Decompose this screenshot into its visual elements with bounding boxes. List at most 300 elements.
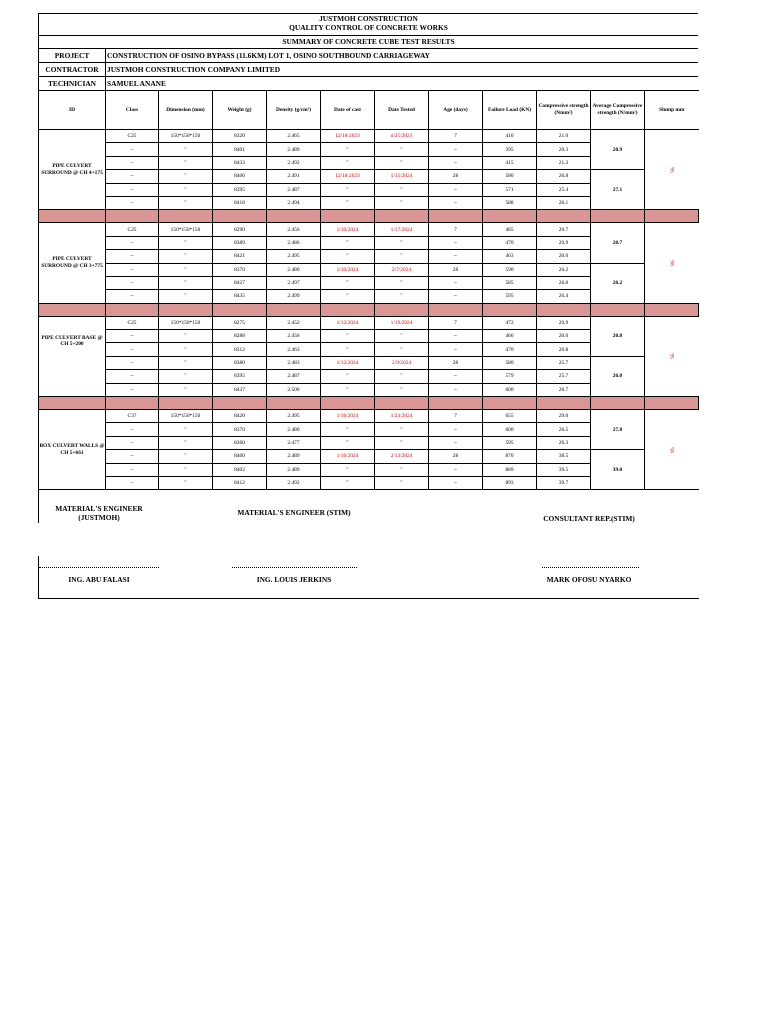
- date-tested-cell: ": [375, 476, 429, 489]
- dimension-cell: ": [159, 143, 213, 156]
- age-cell: 7: [429, 316, 483, 329]
- strength-cell: 26.8: [537, 170, 591, 183]
- failure-load-cell: 585: [483, 276, 537, 289]
- strength-cell: 26.3: [537, 436, 591, 449]
- age-cell: ~: [429, 183, 483, 196]
- age-cell: ~: [429, 423, 483, 436]
- date-tested-cell: ": [375, 436, 429, 449]
- class-cell: ~: [106, 476, 159, 489]
- date-cast-cell: ": [321, 463, 375, 476]
- density-cell: 2.492: [267, 476, 321, 489]
- weight-cell: 8360: [213, 436, 267, 449]
- failure-load-cell: 893: [483, 476, 537, 489]
- separator-cell: [213, 210, 267, 223]
- class-cell: ~: [106, 436, 159, 449]
- weight-cell: 8395: [213, 183, 267, 196]
- dimension-cell: ": [159, 263, 213, 276]
- date-cast-cell: ": [321, 236, 375, 249]
- slump-cell: [645, 130, 699, 210]
- date-cast-cell: ": [321, 276, 375, 289]
- date-cast-cell: ": [321, 290, 375, 303]
- weight-cell: 8420: [213, 410, 267, 423]
- density-cell: 2.499: [267, 290, 321, 303]
- weight-cell: 8421: [213, 250, 267, 263]
- failure-load-cell: 580: [483, 356, 537, 369]
- weight-cell: 8275: [213, 316, 267, 329]
- weight-cell: 8406: [213, 170, 267, 183]
- contractor-label: CONTRACTOR: [39, 63, 106, 76]
- dimension-cell: ": [159, 170, 213, 183]
- density-cell: 2.489: [267, 450, 321, 463]
- date-cast-cell: ": [321, 383, 375, 396]
- failure-load-cell: 410: [483, 130, 537, 143]
- separator-cell: [267, 303, 321, 316]
- date-tested-cell: ": [375, 276, 429, 289]
- failure-load-cell: 588: [483, 196, 537, 209]
- project-value: CONSTRUCTION OF OSINO BYPASS (11.6KM) LOT 1, OSINO SOUTHBOUND CARRIAGEWAY: [107, 51, 430, 60]
- class-cell: ~: [106, 330, 159, 343]
- signature-line-1: [39, 567, 159, 568]
- class-cell: C25: [106, 223, 159, 236]
- report-subtitle: QUALITY CONTROL OF CONCRETE WORKS: [38, 23, 698, 35]
- density-cell: 2.463: [267, 343, 321, 356]
- density-cell: 2.489: [267, 143, 321, 156]
- slump-value: 95: [668, 166, 675, 173]
- class-cell: ~: [106, 236, 159, 249]
- class-cell: ~: [106, 156, 159, 169]
- separator-cell: [645, 303, 699, 316]
- signatory-name-2: ING. LOUIS JERKINS: [256, 575, 332, 584]
- company-name: JUSTMOH CONSTRUCTION: [38, 13, 698, 23]
- slump-cell: [645, 316, 699, 396]
- date-tested-cell: 1/17/2024: [375, 223, 429, 236]
- date-tested-cell: 2/9/2024: [375, 356, 429, 369]
- table-row: [39, 450, 699, 463]
- date-tested-cell: ": [375, 383, 429, 396]
- signature-title-consultant: CONSULTANT REP.(STIM): [543, 514, 635, 523]
- cube-results-table: [38, 90, 699, 490]
- failure-load-cell: 590: [483, 263, 537, 276]
- age-cell: ~: [429, 196, 483, 209]
- density-cell: 2.497: [267, 276, 321, 289]
- failure-load-cell: 600: [483, 423, 537, 436]
- avg-strength-cell: 27.1: [591, 170, 645, 210]
- age-cell: ~: [429, 236, 483, 249]
- separator-cell: [375, 210, 429, 223]
- project-row: [38, 48, 698, 62]
- separator-cell: [39, 303, 106, 316]
- age-cell: ~: [429, 343, 483, 356]
- dimension-cell: ": [159, 356, 213, 369]
- date-cast-cell: ": [321, 250, 375, 263]
- weight-cell: 8435: [213, 290, 267, 303]
- report-title: SUMMARY OF CONCRETE CUBE TEST RESULTS: [38, 35, 698, 48]
- date-cast-cell: ": [321, 156, 375, 169]
- header-row: [39, 91, 699, 130]
- class-cell: ~: [106, 276, 159, 289]
- weight-cell: 8380: [213, 356, 267, 369]
- col-header-density: Density (g/cm³): [267, 91, 321, 130]
- avg-strength-cell: 20.9: [591, 130, 645, 170]
- age-cell: 28: [429, 356, 483, 369]
- strength-cell: 26.5: [537, 423, 591, 436]
- dimension-cell: ": [159, 383, 213, 396]
- failure-load-cell: 595: [483, 290, 537, 303]
- sample-id-cell: [39, 316, 106, 396]
- failure-load-cell: 579: [483, 370, 537, 383]
- density-cell: 2.456: [267, 330, 321, 343]
- sample-id-label: PIPE CULVERT SURROUND @ CH 3+775: [41, 256, 103, 270]
- date-tested-cell: ": [375, 370, 429, 383]
- separator-cell: [537, 397, 591, 410]
- avg-strength-cell: 26.2: [591, 263, 645, 303]
- date-cast-cell: 1/10/2024: [321, 223, 375, 236]
- date-cast-cell: ": [321, 196, 375, 209]
- date-tested-cell: 1/19/2024: [375, 316, 429, 329]
- separator-cell: [267, 397, 321, 410]
- failure-load-cell: 571: [483, 183, 537, 196]
- age-cell: ~: [429, 143, 483, 156]
- separator-row: [39, 210, 699, 223]
- class-cell: C25: [106, 130, 159, 143]
- age-cell: ~: [429, 250, 483, 263]
- separator-cell: [483, 210, 537, 223]
- sample-id-label: PIPE CULVERT SURROUND @ CH 4+175: [41, 163, 103, 176]
- class-cell: C25: [106, 316, 159, 329]
- table-row: [39, 223, 699, 236]
- age-cell: 7: [429, 223, 483, 236]
- density-cell: 2.491: [267, 170, 321, 183]
- separator-cell: [537, 303, 591, 316]
- age-cell: 28: [429, 263, 483, 276]
- dimension-cell: ": [159, 476, 213, 489]
- dimension-cell: ": [159, 436, 213, 449]
- class-cell: ~: [106, 463, 159, 476]
- date-cast-cell: 12/18/2023: [321, 170, 375, 183]
- col-header-class: Class: [106, 91, 159, 130]
- strength-cell: 20.8: [537, 343, 591, 356]
- weight-cell: 8320: [213, 130, 267, 143]
- age-cell: 28: [429, 450, 483, 463]
- failure-load-cell: 395: [483, 143, 537, 156]
- failure-load-cell: 465: [483, 223, 537, 236]
- weight-cell: 8370: [213, 423, 267, 436]
- strength-cell: 26.4: [537, 290, 591, 303]
- separator-cell: [159, 303, 213, 316]
- table-row: [39, 316, 699, 329]
- date-cast-cell: 1/16/2024: [321, 410, 375, 423]
- col-header-date-tested: Date Tested: [375, 91, 429, 130]
- density-cell: 2.500: [267, 383, 321, 396]
- class-cell: ~: [106, 170, 159, 183]
- class-cell: ~: [106, 250, 159, 263]
- density-cell: 2.480: [267, 263, 321, 276]
- signature-block: [38, 489, 699, 599]
- avg-strength-cell: 39.0: [591, 450, 645, 490]
- density-cell: 2.486: [267, 236, 321, 249]
- date-tested-cell: 2/13/2024: [375, 450, 429, 463]
- avg-strength-cell: 20.8: [591, 316, 645, 356]
- failure-load-cell: 472: [483, 316, 537, 329]
- date-tested-cell: ": [375, 290, 429, 303]
- contractor-value: JUSTMOH CONSTRUCTION COMPANY LIMITED: [107, 65, 281, 74]
- density-cell: 2.483: [267, 356, 321, 369]
- dimension-cell: ": [159, 250, 213, 263]
- density-cell: 2.487: [267, 370, 321, 383]
- strength-cell: 26.1: [537, 196, 591, 209]
- density-cell: 2.456: [267, 223, 321, 236]
- signature-title-stim-engineer: MATERIAL'S ENGINEER (STIM): [237, 508, 351, 517]
- table-row: [39, 410, 699, 423]
- date-tested-cell: ó/25/2023: [375, 130, 429, 143]
- avg-strength-cell: 26.0: [591, 356, 645, 396]
- class-cell: ~: [106, 343, 159, 356]
- class-cell: ~: [106, 290, 159, 303]
- separator-row: [39, 397, 699, 410]
- failure-load-cell: 466: [483, 330, 537, 343]
- avg-strength-cell: 27.8: [591, 410, 645, 450]
- separator-cell: [537, 210, 591, 223]
- sample-id-label: BOX CULVERT WALLS @ CH 5+661: [39, 443, 105, 456]
- col-header-slump: Slump mm: [645, 91, 699, 130]
- separator-cell: [429, 397, 483, 410]
- sample-id-cell: [39, 410, 106, 490]
- density-cell: 2.477: [267, 436, 321, 449]
- col-header-id: ID: [39, 91, 106, 130]
- col-header-failure-load: Failure Load (KN): [483, 91, 537, 130]
- strength-cell: 25.4: [537, 183, 591, 196]
- density-cell: 2.495: [267, 250, 321, 263]
- failure-load-cell: 470: [483, 343, 537, 356]
- table-body: [39, 130, 699, 490]
- dimension-cell: ": [159, 370, 213, 383]
- class-cell: ~: [106, 196, 159, 209]
- date-cast-cell: ": [321, 330, 375, 343]
- density-cell: 2.487: [267, 183, 321, 196]
- separator-cell: [106, 210, 159, 223]
- class-cell: ~: [106, 423, 159, 436]
- strength-cell: 26.0: [537, 276, 591, 289]
- failure-load-cell: 580: [483, 170, 537, 183]
- separator-cell: [39, 397, 106, 410]
- date-cast-cell: 12/18/2023: [321, 130, 375, 143]
- density-cell: 2.489: [267, 463, 321, 476]
- separator-cell: [645, 210, 699, 223]
- date-cast-cell: ": [321, 343, 375, 356]
- density-cell: 2.492: [267, 156, 321, 169]
- dimension-cell: ": [159, 196, 213, 209]
- separator-cell: [483, 397, 537, 410]
- date-tested-cell: ": [375, 196, 429, 209]
- date-tested-cell: ": [375, 250, 429, 263]
- date-tested-cell: ": [375, 343, 429, 356]
- class-cell: ~: [106, 383, 159, 396]
- dimension-cell: ": [159, 423, 213, 436]
- dimension-cell: ": [159, 156, 213, 169]
- age-cell: 7: [429, 130, 483, 143]
- weight-cell: 8412: [213, 476, 267, 489]
- dimension-cell: 150*150*150: [159, 316, 213, 329]
- class-cell: ~: [106, 183, 159, 196]
- age-cell: ~: [429, 156, 483, 169]
- signature-title-justmoh: MATERIAL'S ENGINEER (JUSTMOH): [55, 504, 143, 522]
- contractor-row: [38, 62, 698, 76]
- failure-load-cell: 889: [483, 463, 537, 476]
- strength-cell: 38.5: [537, 450, 591, 463]
- failure-load-cell: 655: [483, 410, 537, 423]
- dimension-cell: ": [159, 290, 213, 303]
- age-cell: 7: [429, 410, 483, 423]
- technician-row: [38, 76, 698, 90]
- separator-cell: [213, 397, 267, 410]
- signature-line-2: [232, 567, 357, 568]
- age-cell: ~: [429, 290, 483, 303]
- strength-cell: 20.3: [537, 143, 591, 156]
- weight-cell: 8433: [213, 156, 267, 169]
- col-header-dimension: Dimension (mm): [159, 91, 213, 130]
- weight-cell: 8288: [213, 330, 267, 343]
- dimension-cell: ": [159, 276, 213, 289]
- separator-cell: [429, 210, 483, 223]
- strength-cell: 20.6: [537, 330, 591, 343]
- failure-load-cell: 595: [483, 436, 537, 449]
- date-cast-cell: 1/16/2024: [321, 450, 375, 463]
- density-cell: 2.452: [267, 316, 321, 329]
- weight-cell: 8402: [213, 463, 267, 476]
- col-header-strength: Compressive strength (Nmm²): [537, 91, 591, 130]
- density-cell: 2.495: [267, 410, 321, 423]
- separator-cell: [213, 303, 267, 316]
- age-cell: ~: [429, 330, 483, 343]
- date-tested-cell: ": [375, 156, 429, 169]
- strength-cell: 20.9: [537, 236, 591, 249]
- sample-id-label: PIPE CULVERT BASE @ CH 5+200: [41, 334, 103, 348]
- slump-value: 95: [668, 353, 675, 360]
- separator-cell: [321, 303, 375, 316]
- dimension-cell: ": [159, 183, 213, 196]
- age-cell: ~: [429, 370, 483, 383]
- separator-cell: [321, 210, 375, 223]
- age-cell: 28: [429, 170, 483, 183]
- date-cast-cell: 1/12/2024: [321, 316, 375, 329]
- strength-cell: 20.6: [537, 250, 591, 263]
- date-cast-cell: 1/12/2024: [321, 356, 375, 369]
- technician-value: SAMUEL ANANE: [107, 79, 166, 88]
- slump-cell: [645, 410, 699, 490]
- weight-cell: 8370: [213, 263, 267, 276]
- date-cast-cell: ": [321, 143, 375, 156]
- table-row: [39, 170, 699, 183]
- col-header-date-cast: Date of cast: [321, 91, 375, 130]
- col-header-weight: Weight (g): [213, 91, 267, 130]
- table-row: [39, 356, 699, 369]
- dimension-cell: ": [159, 236, 213, 249]
- strength-cell: 21.0: [537, 130, 591, 143]
- class-cell: C37: [106, 410, 159, 423]
- weight-cell: 8401: [213, 143, 267, 156]
- separator-cell: [159, 397, 213, 410]
- separator-cell: [591, 303, 645, 316]
- date-tested-cell: ": [375, 143, 429, 156]
- failure-load-cell: 600: [483, 383, 537, 396]
- table-row: [39, 130, 699, 143]
- separator-cell: [375, 397, 429, 410]
- separator-cell: [429, 303, 483, 316]
- separator-cell: [591, 397, 645, 410]
- technician-label: TECHNICIAN: [39, 77, 106, 90]
- separator-cell: [39, 210, 106, 223]
- date-tested-cell: ": [375, 183, 429, 196]
- age-cell: ~: [429, 476, 483, 489]
- strength-cell: 26.2: [537, 263, 591, 276]
- dimension-cell: ": [159, 330, 213, 343]
- failure-load-cell: 870: [483, 450, 537, 463]
- col-header-avg-strength: Average Compressive strength (N/mm²): [591, 91, 645, 130]
- dimension-cell: ": [159, 463, 213, 476]
- sample-id-cell: [39, 223, 106, 303]
- separator-cell: [159, 210, 213, 223]
- density-cell: 2.480: [267, 423, 321, 436]
- date-tested-cell: 2/7/2024: [375, 263, 429, 276]
- dimension-cell: 150*150*150: [159, 130, 213, 143]
- date-tested-cell: ": [375, 236, 429, 249]
- weight-cell: 8389: [213, 236, 267, 249]
- separator-cell: [267, 210, 321, 223]
- weight-cell: 8437: [213, 383, 267, 396]
- strength-cell: 20.9: [537, 316, 591, 329]
- col-header-age: Age (days): [429, 91, 483, 130]
- dimension-cell: 150*150*150: [159, 223, 213, 236]
- strength-cell: 26.7: [537, 383, 591, 396]
- strength-cell: 39.7: [537, 476, 591, 489]
- avg-strength-cell: 20.7: [591, 223, 645, 263]
- age-cell: ~: [429, 276, 483, 289]
- class-cell: ~: [106, 356, 159, 369]
- class-cell: ~: [106, 263, 159, 276]
- class-cell: ~: [106, 370, 159, 383]
- date-cast-cell: ": [321, 183, 375, 196]
- separator-cell: [645, 397, 699, 410]
- strength-cell: 29.0: [537, 410, 591, 423]
- age-cell: ~: [429, 383, 483, 396]
- separator-row: [39, 303, 699, 316]
- dimension-cell: ": [159, 343, 213, 356]
- separator-cell: [591, 210, 645, 223]
- date-tested-cell: ": [375, 423, 429, 436]
- date-tested-cell: ": [375, 463, 429, 476]
- class-cell: ~: [106, 450, 159, 463]
- dimension-cell: ": [159, 450, 213, 463]
- separator-cell: [106, 397, 159, 410]
- strength-cell: 25.7: [537, 370, 591, 383]
- class-cell: ~: [106, 143, 159, 156]
- slump-cell: [645, 223, 699, 303]
- weight-cell: 8400: [213, 450, 267, 463]
- separator-cell: [375, 303, 429, 316]
- failure-load-cell: 463: [483, 250, 537, 263]
- weight-cell: 8395: [213, 370, 267, 383]
- date-cast-cell: ": [321, 436, 375, 449]
- slump-value: 58: [668, 447, 675, 453]
- separator-cell: [321, 397, 375, 410]
- report-sheet: [38, 13, 698, 490]
- age-cell: ~: [429, 436, 483, 449]
- separator-cell: [483, 303, 537, 316]
- project-label: PROJECT: [39, 49, 106, 62]
- dimension-cell: 150*150*150: [159, 410, 213, 423]
- date-tested-cell: 1/15/2024: [375, 170, 429, 183]
- strength-cell: 25.7: [537, 356, 591, 369]
